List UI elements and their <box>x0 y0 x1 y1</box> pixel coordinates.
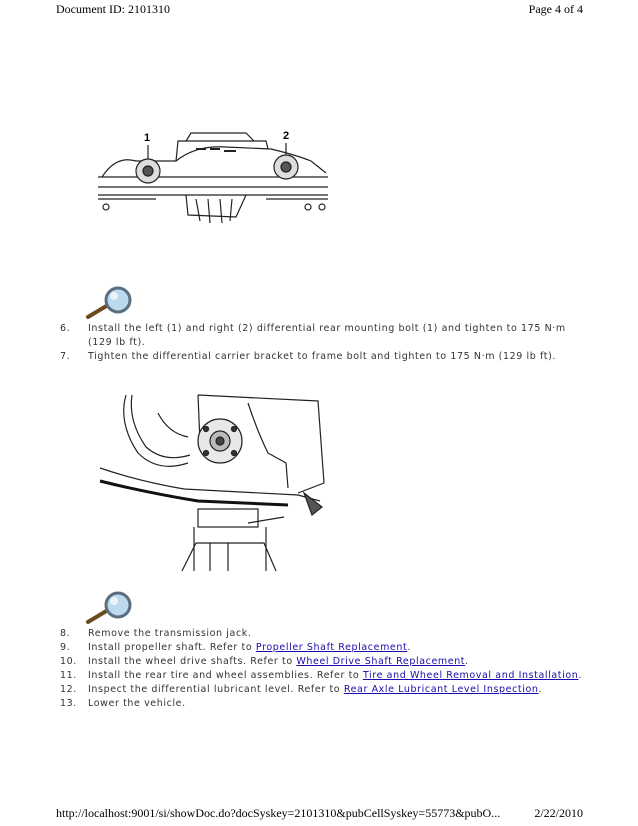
list-item: 12. Inspect the differential lubricant level. Refer to Rear Axle Lubricant Level Inspection. <box>60 684 543 695</box>
list-item: 7. Tighten the differential carrier bracket to frame bolt and tighten to 175 N·m (129 lb ft). <box>60 351 557 362</box>
link-rear-axle-lubricant-inspection[interactable]: Rear Axle Lubricant Level Inspection <box>343 684 539 695</box>
list-item: 11. Install the rear tire and wheel assemblies. Refer to Tire and Wheel Removal and Installation. <box>60 670 583 681</box>
steps-list-b <box>60 627 600 711</box>
list-item: 13. Lower the vehicle. <box>60 698 186 709</box>
link-tire-and-wheel-removal[interactable]: Tire and Wheel Removal and Installation <box>362 670 579 681</box>
list-item: 8. Remove the transmission jack. <box>60 628 252 639</box>
differential-mount-illustration <box>96 125 331 225</box>
footer-url: http://localhost:9001/si/showDoc.do?docSyskey=2101310&pubCellSyskey=55773&pubO... <box>56 806 501 820</box>
list-item: 6. Install the left (1) and right (2) differential rear mounting bolt (1) and tighten to 175 N·m (129 lb ft). <box>60 323 566 348</box>
document-id: Document ID: 2101310 <box>56 2 170 16</box>
steps-list-a <box>60 322 580 364</box>
list-item: 9. Install propeller shaft. Refer to Propeller Shaft Replacement. <box>60 642 411 653</box>
magnifier-zoom-icon[interactable] <box>80 285 136 321</box>
link-wheel-drive-shaft-replacement[interactable]: Wheel Drive Shaft Replacement <box>296 656 466 667</box>
carrier-bracket-illustration <box>98 393 330 573</box>
callout-1: 1 <box>144 132 151 144</box>
callout-2: 2 <box>283 130 290 142</box>
page-number: Page 4 of 4 <box>528 2 583 16</box>
footer-date: 2/22/2010 <box>534 806 583 820</box>
link-propeller-shaft-replacement[interactable]: Propeller Shaft Replacement <box>255 642 408 653</box>
magnifier-zoom-icon[interactable] <box>80 590 136 626</box>
list-item: 10. Install the wheel drive shafts. Refer to Wheel Drive Shaft Replacement. <box>60 656 469 667</box>
